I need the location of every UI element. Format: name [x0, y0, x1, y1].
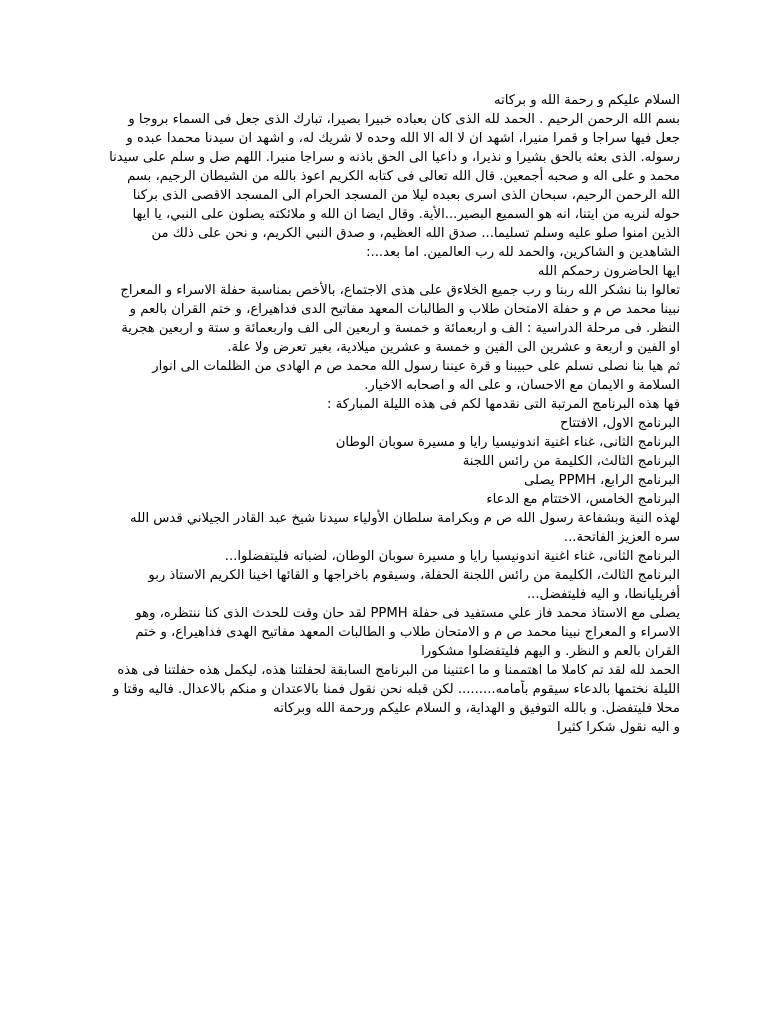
text-line: البرنامج الثالث، الكليمة من رائس اللجنة الحفلة، وسيقوم باخراجها و القائها اخينا الكريم الاستاذ ربو	[148, 568, 680, 583]
text-line: البرنامج الخامس، الاختتام مع الدعاء	[486, 492, 680, 507]
text-line: البرنامج الرابع، PPMH يصلى	[523, 473, 680, 488]
text-line: البرنامج الثالث، الكليمة من رائس اللجنة	[462, 454, 680, 469]
text-line: لهذه النية وبشفاعة رسول الله ص م وبكرامة سلطان الأولياء سيدنا شيخ عبد القادر الجيلاني قدس الله	[130, 511, 680, 526]
text-line: جعل فيها سراجا و قمرا منيرا، اشهد ان لا اله الا الله وحده لا شريك له، و اشهد ان سيدنا محمدا عبده و	[126, 131, 680, 146]
text-line: الليلة نختمها بالدعاء سيقوم باًمامه......... لكن قبله نحن نقول فمنا بالاعتدان و منكم بالاعدال. فاليه وقتا و	[112, 682, 680, 697]
text-line: تعالوا بنا نشكر الله ربنا و رب جميع الخلاءق على هذى الاجتماع، بالأخص بمناسبة حفلة الاسراء و المعراج	[120, 283, 680, 298]
text-line: أفريليانطا، و اليه فليتفضل...	[526, 587, 680, 602]
text-line: نبينا محمد ص م و حفلة الامتحان طلاب و الطالبات المعهد مفاتيح الدى فداهيراع، و ختم القران بالعم و	[129, 302, 680, 317]
text-line: ثم هيا بنا نصلى نسلم على حبيبنا و قرة عيننا رسول الله محمد ص م الهادى من الظلمات الى انوار	[152, 359, 680, 374]
text-line: الشاهدين و الشاكرين، والحمد لله رب العالمين. اما بعد...:	[366, 245, 680, 260]
text-line: فها هذه البرنامج المرتبة التى نقدمها لكم فى هذه الليلة المباركة :	[327, 397, 680, 412]
text-line: ايها الحاضرون رحمكم الله	[537, 264, 680, 279]
text-line: محلا فليتفضل. و بالله التوفيق و الهداية، و السلام عليكم ورحمة الله وبركاته	[273, 701, 680, 716]
text-line: رسوله. الذى بعثه بالحق بشيرا و نذيرا، و داعيا الى الحق باذنه و سراجا منيرا. اللهم صل و سلم على سيدنا	[109, 150, 680, 165]
text-line: او الفين و اربعة و عشرين الى الفين و خمسة و عشرين ميلادية، بغير تعرض ولا علة.	[227, 340, 680, 355]
text-line: الاسراء و المعراج نبينا محمد ص م و الامتحان طلاب و الطالبات المعهد مفاتيح الهدى فداهيراع، و ختم	[135, 625, 680, 640]
text-line: السلامة و الايمان مع الاحسان، و على اله و اصحابه الاخيار.	[364, 378, 680, 393]
text-line: البرنامج الثانى، غناء اغنية اندونيسيا رايا و مسيرة سوبان الوطان، لضباته فليتفضلوا...	[224, 549, 680, 564]
speech-text	[88, 91, 680, 737]
text-line: البرنامج الثانى، غناء اغنية اندونيسيا رايا و مسيرة سوبان الوطان	[335, 435, 680, 450]
text-line: سره العزيز الفاتحة...	[563, 530, 680, 545]
text-line: النظر. فى مرحلة الدراسية : الف و اربعمائة و خمسة و اربعين الى الف واربعمائة و ستة و اربعين هجرية	[121, 321, 680, 336]
text-line: حوله لنريه من ايتنا، انه هو السميع البصير...الأية. وقال ايضا ان الله و ملائكته يصلون على النبي، يا ايها	[132, 207, 680, 222]
text-line: يصلى مع الاستاذ محمد فاز علي مستفيد فى حفلة PPMH لقد حان وقت للحدث الذى كنا ننتظره، وهو	[135, 606, 680, 621]
text-line: بسم الله الرحمن الرحيم . الحمد لله الذى كان بعباده خبيرا بصيرا، تبارك الذى جعل فى السماء بروجا و	[128, 112, 680, 127]
text-line: السلام عليكم و رحمة الله و بركاته	[494, 93, 680, 108]
text-line: البرنامج الاول، الافتتاح	[560, 416, 680, 431]
text-line: الذين امنوا صلو عليه وسلم تسليما... صدق الله العظيم، و صدق النبي الكريم، و نحن على ذلك من	[151, 226, 680, 241]
text-line: القران بالعم و النظر. و اليهم فليتفضلوا مشكورا	[421, 644, 680, 659]
text-line: محمد و على اله و صحبه أجمعين. قال الله تعالى فى كتابه الكريم اعوذ بالله من الشيطان الرجيم، بسم	[127, 169, 680, 184]
text-line: الله الرحمن الرحيم، سبحان الذى اسرى بعبده ليلا من المسجد الحرام الى المسجد الاقصى الذى بركنا	[132, 188, 680, 203]
text-line: و اليه نقول شكرا كثيرا	[556, 720, 680, 735]
text-line: الحمد لله لقد تم كاملا ما اهتممنا و ما اعتنينا من البرنامج السابقة لحفلتنا هذه، ليكمل هذه حفلتنا فى هذه	[117, 663, 680, 678]
